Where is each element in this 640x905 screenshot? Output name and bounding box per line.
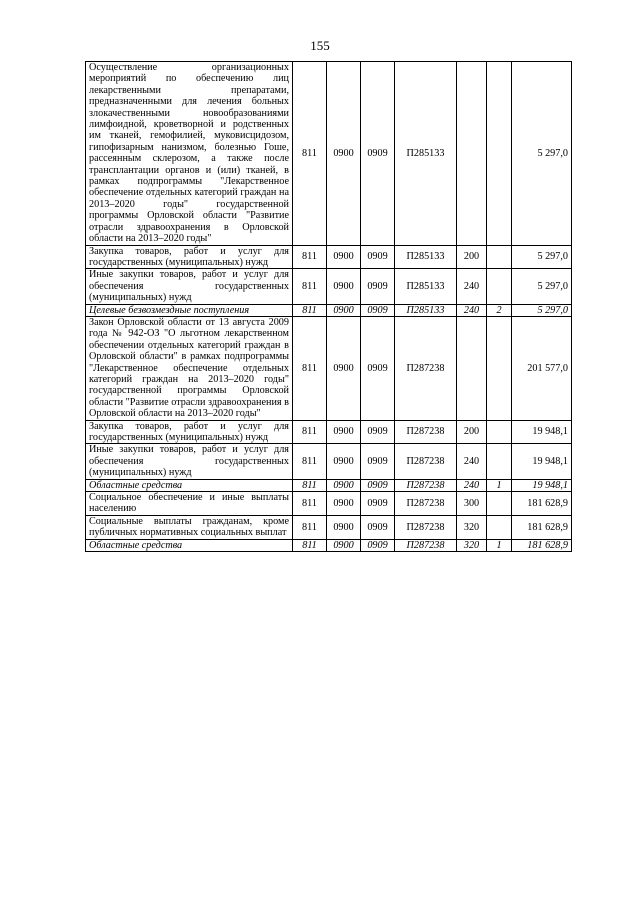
row-expense-type: 240 [457,269,487,304]
row-ministry-code: 811 [293,444,327,479]
row-section-code: 0900 [327,492,361,516]
row-target-article: П287238 [395,479,457,491]
row-amount: 5 297,0 [512,304,572,316]
row-description: Социальное обеспечение и иные выплаты населению [86,492,293,516]
row-ministry-code: 811 [293,420,327,444]
row-target-article: П287238 [395,444,457,479]
row-description: Иные закупки товаров, работ и услуг для обеспечения государственных (муниципальных) нужд [86,269,293,304]
budget-table [85,61,572,552]
row-target-article: П287238 [395,420,457,444]
row-section-code: 0900 [327,479,361,491]
row-description: Целевые безвозмездные поступления [86,304,293,316]
row-target-article: П285133 [395,245,457,269]
row-expense-type: 200 [457,420,487,444]
row-subsection-code: 0909 [361,420,395,444]
row-funding-source [487,245,512,269]
row-funding-source [487,316,512,420]
table-row [86,515,572,539]
row-amount: 181 628,9 [512,539,572,551]
row-description: Закон Орловской области от 13 августа 2009 года № 942-ОЗ "О льготном лекарственном обеспечении отдельных категорий граждан в Орловской области" в рамках подпрограммы "Лекарственное обеспечение отдельных категорий граждан на 2013–2020 годы" государственной программы Орловской области "Развитие отрасли здравоохранения в Орловской области на 2013–2020 годы" [86,316,293,420]
table-row [86,444,572,479]
row-ministry-code: 811 [293,515,327,539]
row-funding-source [487,420,512,444]
row-subsection-code: 0909 [361,316,395,420]
row-section-code: 0900 [327,245,361,269]
row-amount: 201 577,0 [512,316,572,420]
row-section-code: 0900 [327,304,361,316]
row-expense-type [457,62,487,246]
table-row [86,62,572,246]
row-expense-type: 240 [457,479,487,491]
table-row [86,269,572,304]
row-section-code: 0900 [327,420,361,444]
row-ministry-code: 811 [293,304,327,316]
row-expense-type: 300 [457,492,487,516]
row-amount: 5 297,0 [512,245,572,269]
row-description: Областные средства [86,539,293,551]
table-body [86,62,572,552]
row-subsection-code: 0909 [361,492,395,516]
row-expense-type: 320 [457,515,487,539]
row-description: Закупка товаров, работ и услуг для государственных (муниципальных) нужд [86,420,293,444]
row-subsection-code: 0909 [361,304,395,316]
row-ministry-code: 811 [293,245,327,269]
row-description: Осуществление организационных мероприятий по обеспечению лиц лекарственными препаратами, предназначенными для лечения больных злокачественными новообразованиями лимфоидной, кроветворной и родственных им тканей, гемофилией, муковисцидозом, гипофизарным нанизмом, болезнью Гоше, рассеянным склерозом, а также после трансплантации органов и (или) тканей, в рамках подпрограммы "Лекарственное обеспечение отдельных категорий граждан на 2013–2020 годы" государственной программы Орловской области "Развитие отрасли здравоохранения в Орловской области на 2013–2020 годы" [86,62,293,246]
row-section-code: 0900 [327,62,361,246]
row-description: Иные закупки товаров, работ и услуг для обеспечения государственных (муниципальных) нужд [86,444,293,479]
row-expense-type: 240 [457,444,487,479]
row-description: Закупка товаров, работ и услуг для государственных (муниципальных) нужд [86,245,293,269]
row-target-article: П285133 [395,304,457,316]
row-subsection-code: 0909 [361,444,395,479]
row-target-article: П287238 [395,316,457,420]
table-row [86,420,572,444]
row-amount: 19 948,1 [512,479,572,491]
row-ministry-code: 811 [293,316,327,420]
row-subsection-code: 0909 [361,515,395,539]
row-amount: 181 628,9 [512,515,572,539]
table-row [86,245,572,269]
row-section-code: 0900 [327,515,361,539]
table-row [86,316,572,420]
row-expense-type: 200 [457,245,487,269]
row-target-article: П287238 [395,492,457,516]
table-row [86,304,572,316]
row-target-article: П285133 [395,62,457,246]
row-expense-type [457,316,487,420]
row-subsection-code: 0909 [361,539,395,551]
table-row [86,539,572,551]
row-amount: 5 297,0 [512,269,572,304]
row-subsection-code: 0909 [361,269,395,304]
row-ministry-code: 811 [293,62,327,246]
table-row [86,479,572,491]
row-target-article: П287238 [395,515,457,539]
row-ministry-code: 811 [293,492,327,516]
table-row [86,492,572,516]
row-amount: 19 948,1 [512,444,572,479]
row-amount: 19 948,1 [512,420,572,444]
row-description: Социальные выплаты гражданам, кроме публичных нормативных социальных выплат [86,515,293,539]
row-funding-source: 1 [487,539,512,551]
row-amount: 5 297,0 [512,62,572,246]
row-funding-source [487,444,512,479]
row-funding-source [487,492,512,516]
row-expense-type: 320 [457,539,487,551]
row-funding-source: 2 [487,304,512,316]
row-funding-source [487,515,512,539]
row-target-article: П285133 [395,269,457,304]
row-section-code: 0900 [327,539,361,551]
row-subsection-code: 0909 [361,245,395,269]
row-target-article: П287238 [395,539,457,551]
row-funding-source [487,269,512,304]
row-expense-type: 240 [457,304,487,316]
row-section-code: 0900 [327,444,361,479]
row-funding-source [487,62,512,246]
row-section-code: 0900 [327,316,361,420]
row-amount: 181 628,9 [512,492,572,516]
row-section-code: 0900 [327,269,361,304]
page-number: 155 [310,38,330,53]
row-description: Областные средства [86,479,293,491]
row-ministry-code: 811 [293,269,327,304]
row-ministry-code: 811 [293,479,327,491]
row-subsection-code: 0909 [361,479,395,491]
row-subsection-code: 0909 [361,62,395,246]
row-ministry-code: 811 [293,539,327,551]
row-funding-source: 1 [487,479,512,491]
